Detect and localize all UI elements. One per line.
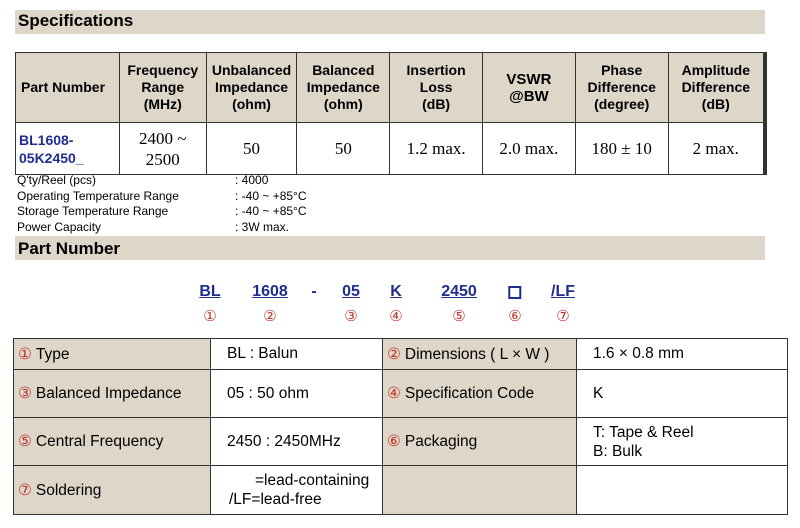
legend-value-balanced-impedance: 05 : 50 ohm [211, 370, 383, 418]
col-header-unbalanced-impedance: Unbalanced Impedance (ohm) [206, 53, 297, 123]
cell-amplitude-difference: 2 max. [668, 123, 765, 175]
cell-vswr: 2.0 max. [483, 123, 576, 175]
part-number-code [0, 283, 800, 333]
property-label: Power Capacity [17, 219, 102, 234]
property-value: : -40 ~ +85°C [235, 188, 307, 203]
square-icon [508, 286, 521, 299]
code-segment-impedance: 05 ③ [342, 283, 360, 325]
legend-value-soldering: =lead-containing /LF=lead-free [211, 466, 383, 515]
code-segment-spec-code: K ④ [389, 283, 403, 325]
cell-balanced-impedance: 50 [297, 123, 390, 175]
legend-label-central-frequency: ⑤ Central Frequency [14, 418, 211, 466]
code-segment-dash: - [311, 283, 317, 300]
table-row [16, 123, 766, 175]
cell-frequency-range: 2400 ~ 2500 [119, 123, 206, 175]
part-number-legend [13, 338, 788, 515]
section-title: Part Number [18, 239, 121, 258]
code-segment-dimensions: 1608 ② [252, 283, 288, 325]
code-segment-packaging: ⑥ [508, 283, 521, 325]
legend-label-specification-code: ④ Specification Code [383, 370, 577, 418]
cell-phase-difference: 180 ± 10 [575, 123, 668, 175]
col-header-part-number: Part Number [16, 53, 120, 123]
legend-label-dimensions: ② Dimensions ( L × W ) [383, 339, 577, 370]
col-header-phase-difference: Phase Difference (degree) [575, 53, 668, 123]
property-value: : -40 ~ +85°C [235, 204, 307, 218]
property-value: : 3W max. [235, 219, 290, 234]
cell-insertion-loss: 1.2 max. [390, 123, 483, 175]
table-row [14, 339, 788, 370]
legend-label-packaging: ⑥ Packaging [383, 418, 577, 466]
code-segment-frequency: 2450 ⑤ [441, 283, 477, 325]
cell-part-number: BL1608- 05K2450_ [16, 123, 120, 175]
table-row [14, 370, 788, 418]
col-header-frequency-range: Frequency Range (MHz) [119, 53, 206, 123]
legend-value-type: BL : Balun [211, 339, 383, 370]
property-label: Q'ty/Reel (pcs) [17, 173, 96, 187]
spec-table [15, 52, 767, 175]
table-row [14, 466, 788, 515]
col-header-insertion-loss: Insertion Loss (dB) [390, 53, 483, 123]
legend-value-dimensions: 1.6 × 0.8 mm [577, 339, 788, 370]
col-header-amplitude-difference: Amplitude Difference (dB) [668, 53, 765, 123]
property-value: : 4000 [235, 173, 269, 187]
section-title: Specifications [18, 11, 134, 30]
col-header-balanced-impedance: Balanced Impedance (ohm) [297, 53, 390, 123]
legend-label-soldering: ⑦ Soldering [14, 466, 211, 515]
legend-value-packaging: T: Tape & Reel B: Bulk [577, 418, 788, 466]
legend-empty-cell [383, 466, 577, 515]
legend-label-type: ① Type [14, 339, 211, 370]
property-label: Operating Temperature Range [17, 188, 179, 203]
property-label: Storage Temperature Range [17, 204, 169, 218]
code-segment-type: BL ① [199, 283, 221, 325]
legend-label-balanced-impedance: ③ Balanced Impedance [14, 370, 211, 418]
code-segment-soldering: /LF ⑦ [551, 283, 575, 325]
specifications-header [15, 10, 765, 34]
part-number-header [15, 236, 765, 260]
legend-value-central-frequency: 2450 : 2450MHz [211, 418, 383, 466]
legend-value-specification-code: K [577, 370, 788, 418]
col-header-vswr: VSWR @BW [483, 53, 576, 123]
legend-empty-cell [577, 466, 788, 515]
table-row [14, 418, 788, 466]
cell-unbalanced-impedance: 50 [206, 123, 297, 175]
